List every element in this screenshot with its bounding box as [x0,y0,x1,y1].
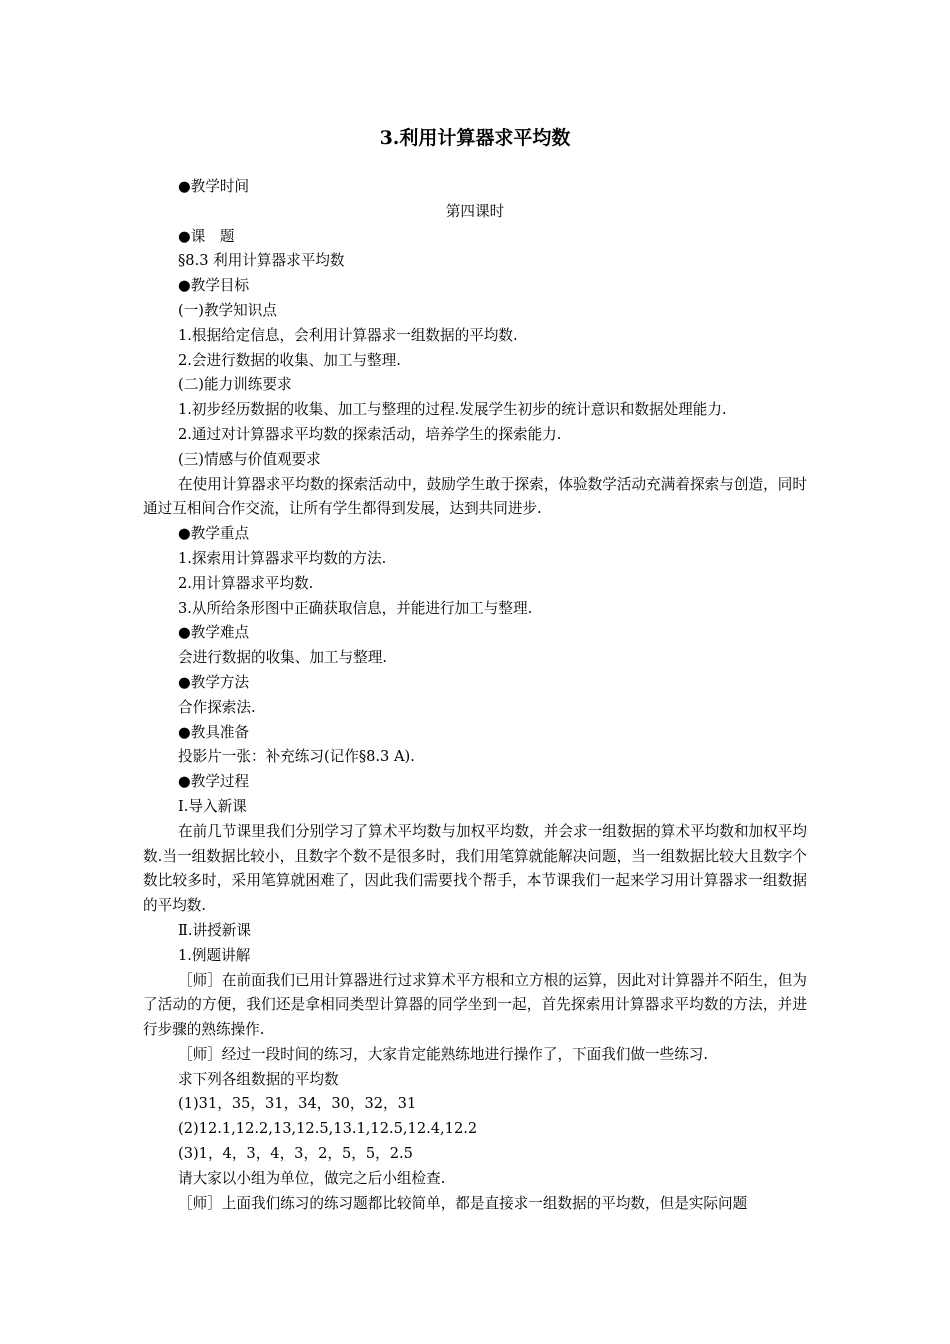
paragraph: 请大家以小组为单位，做完之后小组检查. [178,1169,446,1187]
section-heading-method: ●教学方法 [178,673,250,691]
subheading-new-lesson: Ⅱ.讲授新课 [178,921,251,939]
subheading-knowledge: (一)教学知识点 [178,301,277,319]
section-heading-topic: ●课 题 [178,227,235,245]
section-heading-objectives: ●教学目标 [178,277,250,295]
topic-text: §8.3 利用计算器求平均数 [178,252,345,270]
exercise-item: (3)1，4，3，4，3，2，5，5，2.5 [178,1145,413,1163]
paragraph: 2.会进行数据的收集、加工与整理. [178,351,401,369]
document-title: 3.利用计算器求平均数 [379,127,571,149]
paragraph: 1.初步经历数据的收集、加工与整理的过程.发展学生初步的统计意识和数据处理能力. [178,401,727,419]
subheading-example: 1.例题讲解 [178,946,251,964]
paragraph: 1.探索用计算器求平均数的方法. [178,549,387,567]
section-heading-materials: ●教具准备 [178,723,250,741]
paragraph: 3.从所给条形图中正确获取信息，并能进行加工与整理. [178,599,533,617]
paragraph: 在使用计算器求平均数的探索活动中，鼓励学生敢于探索，体验数学活动充满着探索与创造，同时通过互相间合作交流，让所有学生都得到发展，达到共同进步. [143,475,807,518]
subheading-introduction: Ⅰ.导入新课 [178,797,247,815]
paragraph: 会进行数据的收集、加工与整理. [178,649,387,667]
paragraph: ［师］经过一段时间的练习，大家肯定能熟练地进行操作了，下面我们做一些练习. [178,1045,709,1063]
exercise-item: (2)12.1,12.2,13,12.5,13.1,12.5,12.4,12.2 [178,1120,478,1138]
lesson-period: 第四课时 [445,202,505,220]
paragraph: 合作探索法. [178,698,256,716]
paragraph: 在前几节课里我们分别学习了算术平均数与加权平均数，并会求一组数据的算术平均数和加权平均数.当一组数据比较小，且数字个数不是很多时，我们用笔算就能解决问题，当一组数据比较大且数字个数比较多时，采用笔算就困难了，因此我们需要找个帮手，本节课我们一起来学习用计算器求一组数据的平均数. [143,822,807,915]
section-heading-teaching-time: ●教学时间 [178,178,250,195]
subheading-values: (三)情感与价值观要求 [178,450,321,468]
paragraph: 求下列各组数据的平均数 [178,1070,339,1088]
section-heading-difficulties: ●教学难点 [178,624,250,642]
paragraph: ［师］上面我们练习的练习题都比较简单，都是直接求一组数据的平均数，但是实际问题 [178,1194,748,1212]
subheading-ability: (二)能力训练要求 [178,376,292,394]
paragraph: 1.根据给定信息，会利用计算器求一组数据的平均数. [178,326,518,344]
document-body [143,175,807,1216]
paragraph: 2.用计算器求平均数. [178,574,314,592]
paragraph: ［师］在前面我们已用计算器进行过求算术平方根和立方根的运算，因此对计算器并不陌生，但为了活动的方便，我们还是拿相同类型计算器的同学坐到一起，首先探索用计算器求平均数的方法，并进行步骤的熟练操作. [143,971,807,1039]
section-heading-process: ●教学过程 [178,773,250,791]
paragraph: 2.通过对计算器求平均数的探索活动，培养学生的探索能力. [178,425,562,443]
paragraph: 投影片一张：补充练习(记作§8.3 A). [178,748,415,766]
exercise-item: (1)31，35，31，34，30，32，31 [178,1095,417,1113]
section-heading-key-points: ●教学重点 [178,525,250,543]
